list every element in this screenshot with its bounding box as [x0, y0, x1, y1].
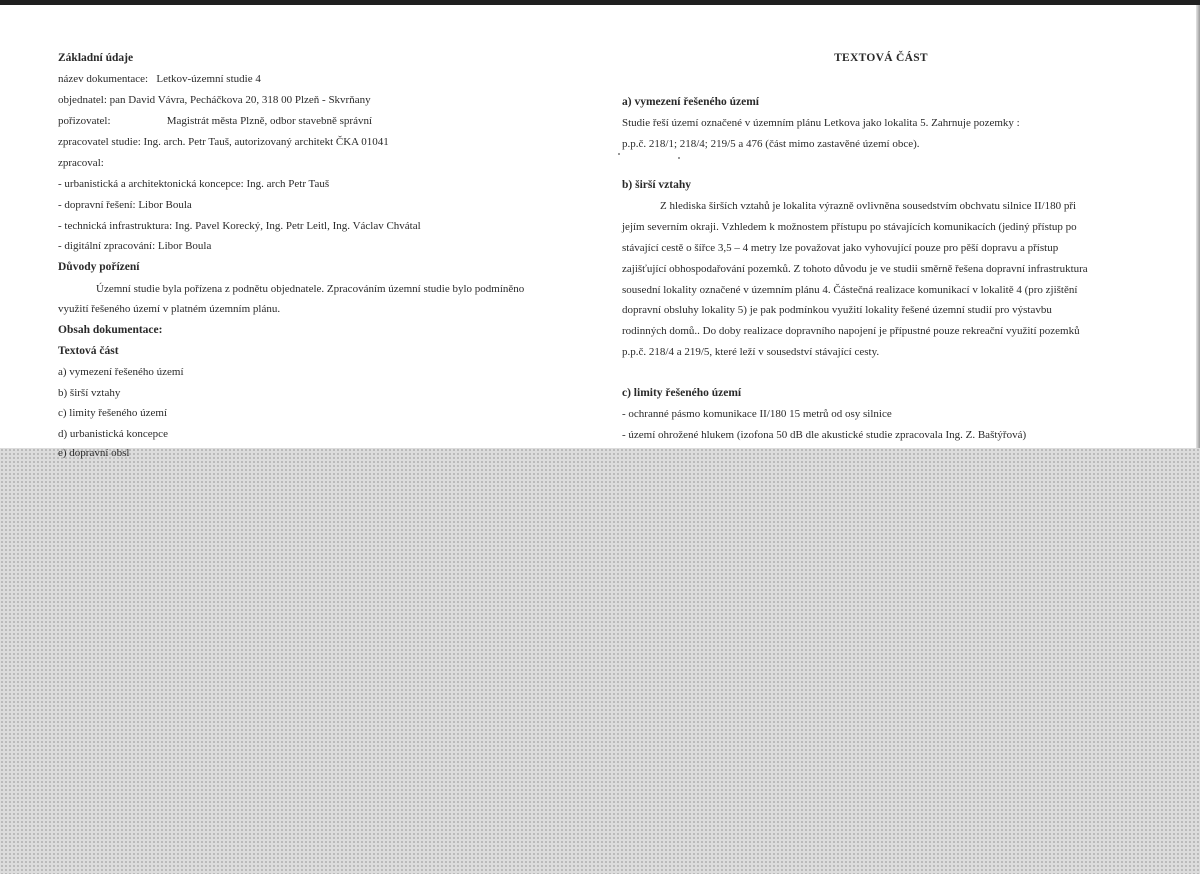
- section-a-heading: a) vymezení řešeného území: [622, 96, 760, 108]
- procurer-label: pořizovatel:: [58, 115, 111, 127]
- contents-item: d) urbanistická koncepce: [58, 428, 168, 440]
- section-a-line: Studie řeší území označené v územním plánu Letkova jako lokalita 5. Zahrnuje pozemky :: [622, 117, 1020, 129]
- prepared-item: - dopravní řešení: Libor Boula: [58, 199, 192, 211]
- doc-name-row: [58, 72, 261, 86]
- reasons-paragraph-line: využití řešeného území v platném územním plánu.: [58, 303, 281, 315]
- doc-name-label: název dokumentace:: [58, 73, 149, 85]
- reasons-paragraph-line: Územní studie byla pořízena z podnětu objednatele. Zpracováním územní studie bylo podmíněno: [96, 283, 525, 295]
- procurer-value: Magistrát města Plzně, odbor stavebně správní: [166, 115, 373, 127]
- basic-info-heading: Základní údaje: [58, 52, 134, 64]
- author-line: zpracovatel studie: Ing. arch. Petr Tauš, autorizovaný architekt ČKA 01041: [58, 136, 389, 148]
- contents-item-cut: e) dopravní obsl: [58, 447, 130, 459]
- page-edge-shadow: [1196, 5, 1200, 448]
- section-b-line: zajišťující obhospodařování pozemků. Z tohoto důvodu je ve studii směrně řešena dopravní infrastruktura: [622, 263, 1088, 275]
- section-b-line: jejím severním okraji. Vzhledem k možnostem přístupu po stávajících komunikacích (jediný přístup po: [622, 221, 1077, 233]
- section-b-line: sousední lokality označené v územním plánu 4. Částečná realizace komunikací v lokalitě 4 (pro zjištění: [622, 284, 1078, 296]
- section-b-line: rodinných domů.. Do doby realizace dopravního napojení je přípustné pouze rekreační využití pozemků: [622, 325, 1080, 337]
- client-line: objednatel: pan David Vávra, Pecháčkova 20, 318 00 Plzeň - Skvrňany: [58, 94, 371, 106]
- contents-item: c) limity řešeného území: [58, 407, 168, 419]
- text-part-title: TEXTOVÁ ČÁST: [834, 52, 928, 64]
- prepared-item: - technická infrastruktura: Ing. Pavel Korecký, Ing. Petr Leitl, Ing. Václav Chvátal: [58, 220, 421, 232]
- scan-speck: [618, 153, 620, 155]
- contents-item: b) širší vztahy: [58, 387, 121, 399]
- section-c-line: - ochranné pásmo komunikace II/180 15 metrů od osy silnice: [622, 408, 892, 420]
- section-c-line: - území ohrožené hlukem (izofona 50 dB dle akustické studie zpracovala Ing. Z. Baštýřová): [622, 429, 1027, 441]
- prepared-label: zpracoval:: [58, 157, 104, 169]
- section-c-heading: c) limity řešeného území: [622, 387, 742, 399]
- section-b-line: dopravní obsluhy lokality 5) je pak podmínkou využití lokality řešené územní studií pro výstavbu: [622, 304, 1052, 316]
- section-b-line: Z hlediska širších vztahů je lokalita výrazně ovlivněna sousedstvím obchvatu silnice II/180 při: [660, 200, 1077, 212]
- section-b-line: p.p.č. 218/4 a 219/5, které leží v sousedství stávající cesty.: [622, 346, 880, 358]
- prepared-item: - digitální zpracování: Libor Boula: [58, 240, 212, 252]
- section-b-line: stávající cestě o šířce 3,5 – 4 metry lze považovat jako vyhovující pouze pro pěší dopravu a přístup: [622, 242, 1059, 254]
- section-b-heading: b) širší vztahy: [622, 179, 691, 191]
- text-part-heading: Textová část: [58, 345, 119, 357]
- prepared-item: - urbanistická a architektonická koncepce: Ing. arch Petr Tauš: [58, 178, 330, 190]
- section-a-line: p.p.č. 218/1; 218/4; 219/5 a 476 (část mimo zastavěné území obce).: [622, 138, 920, 150]
- document-page: [0, 5, 1200, 459]
- reasons-heading: Důvody pořízení: [58, 261, 140, 273]
- scan-speck: [678, 157, 680, 159]
- contents-heading: Obsah dokumentace:: [58, 324, 163, 336]
- procurer-row: [58, 114, 372, 128]
- doc-name-value: Letkov-územní studie 4: [156, 73, 261, 85]
- contents-item: a) vymezení řešeného území: [58, 366, 184, 378]
